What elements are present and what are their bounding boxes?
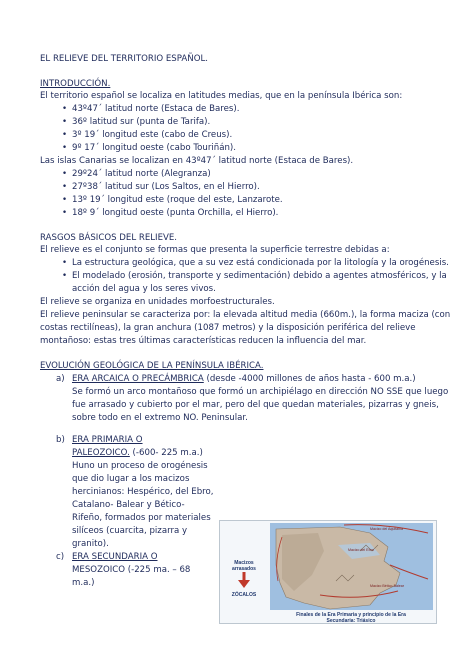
- map-label: Macizo del Ebro: [348, 548, 374, 552]
- legend-text: arrasados: [232, 566, 256, 572]
- canarias-paragraph: Las islas Canarias se localizan en 43º47´ latitud norte (Estaca de Bares).: [40, 156, 354, 166]
- list-item: • 13º 19´ longitud este (roque del este, Lanzarote.: [72, 194, 283, 206]
- era-c-text: m.a.): [72, 578, 95, 588]
- era-a-heading: [72, 373, 416, 385]
- era-b-text: Rifeño, formados por materiales: [72, 513, 211, 523]
- rasgos-paragraph: costas rectilíneas), la gran anchura (1087 metros) y la disposición periférica del relieve: [40, 323, 416, 333]
- rasgos-paragraph: montañoso: estas tres últimas características reducen la influencia del mar.: [40, 336, 367, 346]
- era-b-text: silíceos (cuarcita, pizarra y: [72, 526, 188, 536]
- era-b-text: granito).: [72, 539, 109, 549]
- rasgos-paragraph: El relieve peninsular se caracteriza por: la elevada altitud media (660m.), la forma maciza (con: [40, 310, 451, 320]
- rasgos-heading: RASGOS BÁSICOS DEL RELIEVE.: [40, 233, 178, 243]
- list-marker: a): [56, 374, 65, 384]
- map-caption: Secundaria: Triásico: [326, 618, 376, 623]
- paleogeographic-map: [219, 520, 437, 624]
- list-item: • 27º38´ latitud sur (Los Saltos, en el Hierro).: [72, 181, 260, 193]
- list-item: • La estructura geológica, que a su vez está condicionada por la litología y la orogénesis.: [72, 257, 449, 269]
- era-b-range: (-600- 225 m.a.): [129, 448, 203, 458]
- document-title: EL RELIEVE DEL TERRITORIO ESPAÑOL.: [40, 54, 208, 64]
- list-item: • 9º 17´ longitud oeste (cabo Touriñán).: [72, 142, 236, 154]
- era-b-text: hercinianos: Hespérico, del Ebro,: [72, 487, 214, 497]
- intro-paragraph: El territorio español se localiza en latitudes medias, que en la península Ibérica son:: [40, 91, 403, 101]
- era-c-title: ERA SECUNDARIA O: [72, 552, 158, 562]
- era-b-heading: [72, 447, 203, 459]
- legend-text: Macizos: [234, 560, 254, 566]
- list-item: • 18º 9´ longitud oeste (punta Orchilla, el Hierro).: [72, 207, 278, 219]
- list-item-continuation: acción del agua y los seres vivos.: [72, 284, 216, 294]
- era-c-text: MESOZOICO (-225 ma. – 68: [72, 565, 191, 575]
- list-item: • 29º24´ latitud norte (Alegranza): [72, 168, 211, 180]
- evolucion-heading: EVOLUCIÓN GEOLÓGICA DE LA PENÍNSULA IBÉRICA.: [40, 361, 264, 371]
- era-a-text: fue arrasado y cubierto por el mar, pero del que quedan materiales, pizarras y gneis,: [72, 400, 439, 410]
- era-b-text: que dio lugar a los macizos: [72, 474, 190, 484]
- era-b-text: Catalano- Balear y Bético-: [72, 500, 185, 510]
- era-a-text: sobre todo en el extremo NO. Peninsular.: [72, 413, 248, 423]
- map-label: Macizo Bético-Balear: [370, 584, 404, 588]
- rasgos-intro: El relieve es el conjunto se formas que presenta la superficie terrestre debidas a:: [40, 245, 390, 255]
- map-caption: Finales de la Era Primaria y principio de la Era: [296, 612, 406, 618]
- era-b-title: ERA PRIMARIA O: [72, 435, 143, 445]
- map-label: Macizo del Aquitania: [370, 527, 403, 531]
- era-a-text: Se formó un arco montañoso que formó un archipiélago en dirección NO SSE que luego: [72, 387, 449, 397]
- list-item: • 3º 19´ longitud este (cabo de Creus).: [72, 129, 232, 141]
- list-item: • 43º47´ latitud norte (Estaca de Bares).: [72, 103, 239, 115]
- rasgos-line: El relieve se organiza en unidades morfoestructurales.: [40, 297, 275, 307]
- list-item: • 36º latitud sur (punta de Tarifa).: [72, 116, 210, 128]
- era-a-range: (desde -4000 millones de años hasta - 600 m.a.): [203, 374, 416, 384]
- era-b-text: Huno un proceso de orogénesis: [72, 461, 208, 471]
- list-marker: b): [56, 435, 65, 445]
- era-a-title: ERA ARCAICA O PRECÁMBRICA: [72, 374, 204, 384]
- era-b-title: PALEOZOICO.: [72, 448, 130, 458]
- list-marker: c): [56, 552, 65, 562]
- legend-text: ZÓCALOS: [231, 592, 257, 598]
- map-graphic: [220, 521, 436, 623]
- legend-arrow-shaft: [243, 572, 246, 580]
- intro-heading: INTRODUCCIÓN.: [40, 79, 111, 89]
- list-item: • El modelado (erosión, transporte y sedimentación) debido a agentes atmosféricos, y la: [72, 270, 447, 282]
